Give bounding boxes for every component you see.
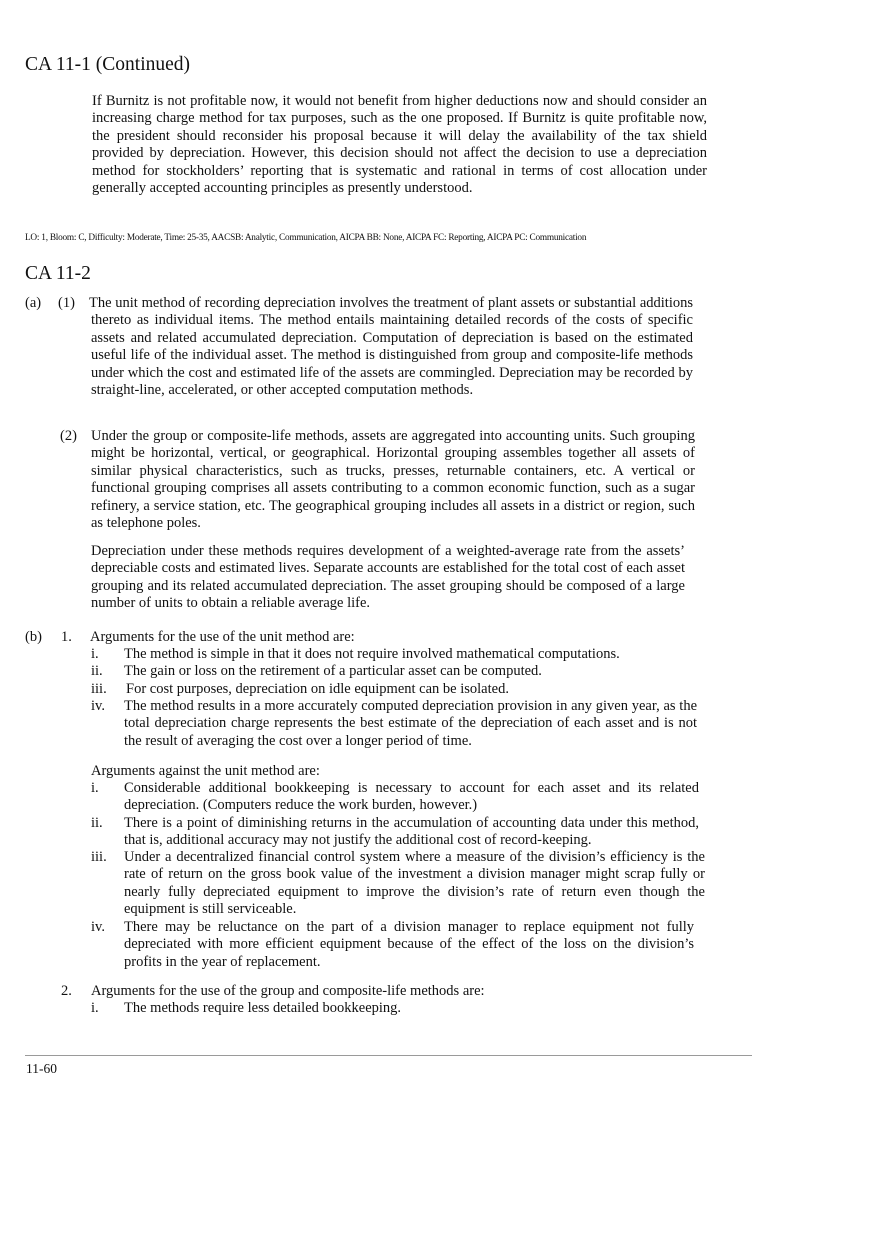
learning-objective-line: LO: 1, Bloom: C, Difficulty: Moderate, Time: 25-35, AACSB: Analytic, Communication, AICPA BB: None, AICPA FC: Reporting, AICPA PC: Communication [25,233,587,243]
part-a-label: (a) [25,295,42,311]
footer-rule [25,1055,752,1056]
list-item-text: There is a point of diminishing returns in the accumulation of accounting data under this method, that is, additional accuracy may not justify the additional cost of record-keeping. [124,815,699,849]
ca-11-1-paragraph: If Burnitz is not profitable now, it would not benefit from higher deductions now and should consider an increasing charge method for tax purposes, such as the one proposed. If Burnitz is quite profitable now, the president should reconsider his proposal because it will delay the availability of the tax shield provided by depreciation. However, this decision should not affect the decision to use a depreciation method for stockholders’ reporting that is systematic and rational in terms of cost allocation under generally accepted accounting principles as presently understood. [92,93,707,197]
list-item-numeral: iv. [91,698,105,714]
list-item-text: The methods require less detailed bookkeeping. [124,1000,402,1016]
list-item-numeral: iii. [91,681,107,697]
part-b-section1-for-title: Arguments for the use of the unit method are: [90,629,355,645]
list-item-numeral: i. [91,780,99,796]
list-item-numeral: ii. [91,815,103,831]
list-item [91,919,694,971]
list-item-text: The gain or loss on the retirement of a particular asset can be computed. [124,663,542,679]
list-item-text: For cost purposes, depreciation on idle equipment can be isolated. [126,681,509,697]
list-item [91,849,705,919]
heading-ca-11-2: CA 11-2 [25,263,91,284]
list-item-text: The method is simple in that it does not require involved mathematical computations. [124,646,620,662]
list-item-text: Considerable additional bookkeeping is necessary to account for each asset and its related depreciation. (Computers reduce the work burden, however.) [124,780,699,814]
heading-ca-11-1: CA 11-1 (Continued) [25,54,191,75]
list-item [91,646,699,663]
part-a-item2-text: Under the group or composite-life methods, assets are aggregated into accounting units. Such grouping might be horizontal, vertical, or geographical. Horizontal grouping assembles together all assets of similar physical characteristics, such as trucks, presses, returnable containers, etc. A vertical or functional grouping comprises all assets contributing to a common economic function, such as a sugar refinery, a service station, etc. The geographical grouping includes all assets in a district or region, such as telephone poles. [91,428,695,532]
list-item [91,698,697,750]
part-a-item1-number: (1) [58,295,75,311]
part-b-section2-number: 2. [61,983,72,999]
list-item [91,663,699,680]
part-b-label: (b) [25,629,42,645]
page-number: 11-60 [26,1061,57,1076]
list-item-text: Under a decentralized financial control system where a measure of the division’s efficiency is the rate of return on the gross book value of the investment a division manager might scrap fully or nearly fully depreciated equipment to improve the division’s rate of return even though the equipment is still serviceable. [124,849,705,918]
part-b-section2-for-title: Arguments for the use of the group and composite-life methods are: [91,983,485,999]
part-a-item2-paragraph2: Depreciation under these methods requires development of a weighted-average rate from the assets’ depreciable costs and estimated lives. Separate accounts are established for the total cost of each asset grouping and its related accumulated depreciation. The asset grouping should be composed of a large number of units to obtain a reliable average life. [91,543,685,612]
list-item-text: There may be reluctance on the part of a division manager to replace equipment not fully depreciated with more efficient equipment because of the effect of the loss on the division’s profits in the year of replacement. [124,919,694,970]
list-item [91,681,699,698]
list-item [91,780,699,815]
list-item-text: The method results in a more accurately computed depreciation provision in any given year, as the total depreciation charge represents the best estimate of the depreciation of each asset and is not the result of averaging the cost over a longer period of time. [124,698,697,749]
list-item [91,1000,699,1017]
part-a-item2-number: (2) [60,428,77,444]
part-a-item1-text: The unit method of recording depreciation involves the treatment of plant assets or substantial additions thereto as individual items. The method entails maintaining detailed records of the costs of specific assets and related accumulated depreciation. Computation of depreciation is based on the estimated useful life of the individual asset. The method is distinguished from group and composite-life methods under which the cost and estimated life of the assets are commingled. Depreciation may be recorded by straight-line, accelerated, or other accepted computation methods. [89,295,693,399]
list-item-numeral: ii. [91,663,103,679]
list-item [91,815,699,850]
list-item-numeral: i. [91,1000,99,1016]
part-b-section1-number: 1. [61,629,72,645]
list-item-numeral: i. [91,646,99,662]
part-b-section1-against-title: Arguments against the unit method are: [91,763,320,779]
list-item-numeral: iv. [91,919,105,935]
list-item-numeral: iii. [91,849,107,865]
